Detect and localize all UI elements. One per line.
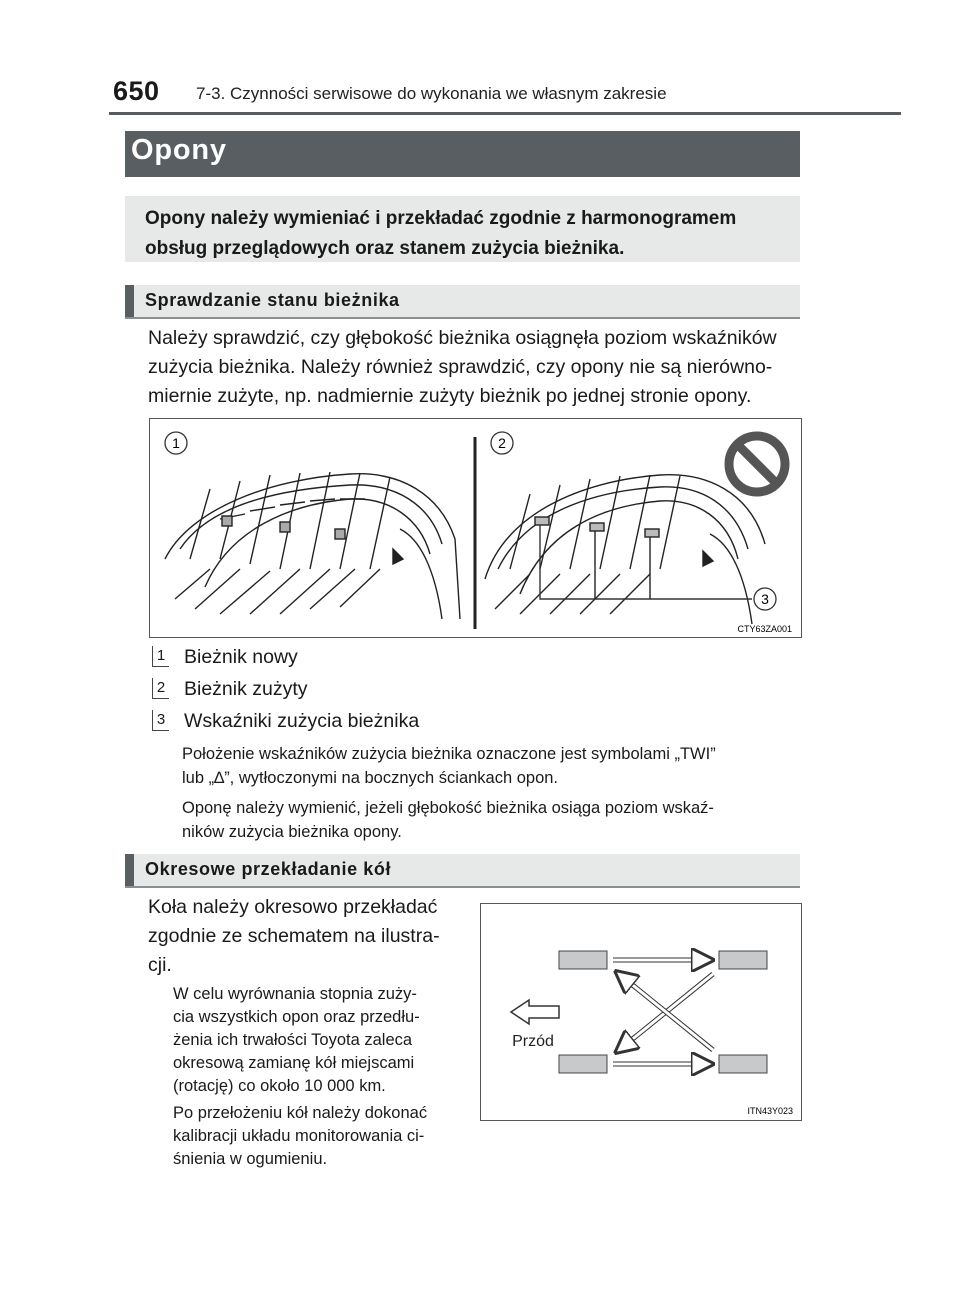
legend-number-2: 2 xyxy=(152,678,169,699)
note-line: śnienia w ogumieniu. xyxy=(173,1150,328,1168)
tread-figure xyxy=(149,418,802,638)
figure-code: CTY63ZA001 xyxy=(737,624,792,634)
callout-label-2: 2 xyxy=(498,435,506,451)
note-line: Położenie wskaźników zużycia bieżnika oznaczone jest symbolami „TWI” xyxy=(182,745,716,763)
note-line: lub „∆”, wytłoczonymi na bocznych ściankach opon. xyxy=(182,769,559,787)
note-calibration xyxy=(173,1102,465,1171)
front-label: Przód xyxy=(512,1033,554,1050)
header-rule xyxy=(109,112,901,115)
tire-new-icon xyxy=(165,472,460,619)
figure-code: ITN43Y023 xyxy=(747,1106,793,1116)
note-replace xyxy=(182,796,800,844)
note-line: (rotację) co około 10 000 km. xyxy=(173,1077,386,1095)
callout-label-3: 3 xyxy=(761,591,769,607)
rotation-diagram xyxy=(481,904,801,1120)
body-line: cji. xyxy=(148,954,172,976)
tire-rear-right-icon xyxy=(719,1055,767,1073)
legend-text-1: Bieżnik nowy xyxy=(184,646,298,668)
subheading-accent xyxy=(125,285,134,317)
note-line: kalibracji układu monitorowania ci- xyxy=(173,1127,425,1145)
note-line: cia wszystkich opon oraz przedłu- xyxy=(173,1008,420,1026)
body-line: miernie zużyte, np. nadmiernie zużyty bieżnik po jednej stronie opony. xyxy=(148,385,752,407)
subheading-tread-check: Sprawdzanie stanu bieżnika xyxy=(145,290,400,310)
intro-text: Opony należy wymieniać i przekładać zgodnie z harmonogramem obsług przeglądowych oraz stanem zużycia bieżnika. xyxy=(145,208,737,259)
subheading-rotation: Okresowe przekładanie kół xyxy=(145,859,392,879)
note-line: Oponę należy wymienić, jeżeli głębokość bieżnika osiąga poziom wskaź- xyxy=(182,799,714,817)
note-line: Po przełożeniu kół należy dokonać xyxy=(173,1104,428,1122)
note-rotation-interval xyxy=(173,983,465,1098)
callout-label-1: 1 xyxy=(172,435,180,451)
tire-worn-icon xyxy=(485,475,765,624)
page-number: 650 xyxy=(113,76,160,106)
rotation-body xyxy=(148,893,466,980)
tread-check-body xyxy=(148,324,800,411)
body-line: zgodnie ze schematem na ilustra- xyxy=(148,925,440,947)
tire-front-right-icon xyxy=(559,1055,607,1073)
rotation-figure xyxy=(480,903,802,1121)
legend-number-3: 3 xyxy=(152,710,169,731)
legend-text-2: Bieżnik zużyty xyxy=(184,678,308,700)
running-header: 7-3. Czynności serwisowe do wykonania we własnym zakresie xyxy=(196,84,667,103)
rotation-arrows xyxy=(613,960,713,1064)
note-line: ników zużycia bieżnika opony. xyxy=(182,823,402,841)
note-twi xyxy=(182,742,800,790)
section-title: Opony xyxy=(131,134,227,166)
note-line: okresową zamianę kół miejscami xyxy=(173,1054,415,1072)
note-line: W celu wyrównania stopnia zuży- xyxy=(173,985,417,1003)
subheading-accent xyxy=(125,854,134,886)
tire-rear-left-icon xyxy=(719,951,767,969)
body-line: Koła należy okresowo przekładać xyxy=(148,896,438,918)
note-line: żenia ich trwałości Toyota zaleca xyxy=(173,1031,413,1049)
legend-text-3: Wskaźniki zużycia bieżnika xyxy=(184,710,420,732)
tread-illustration xyxy=(150,419,801,637)
body-line: zużycia bieżnika. Należy również sprawdzić, czy opony nie są nierówno- xyxy=(148,356,773,378)
prohibited-icon xyxy=(729,436,785,492)
body-line: Należy sprawdzić, czy głębokość bieżnika osiągnęła poziom wskaźników xyxy=(148,327,777,349)
legend-number-1: 1 xyxy=(152,646,169,667)
tire-front-left-icon xyxy=(559,951,607,969)
front-arrow-icon xyxy=(511,1000,559,1024)
